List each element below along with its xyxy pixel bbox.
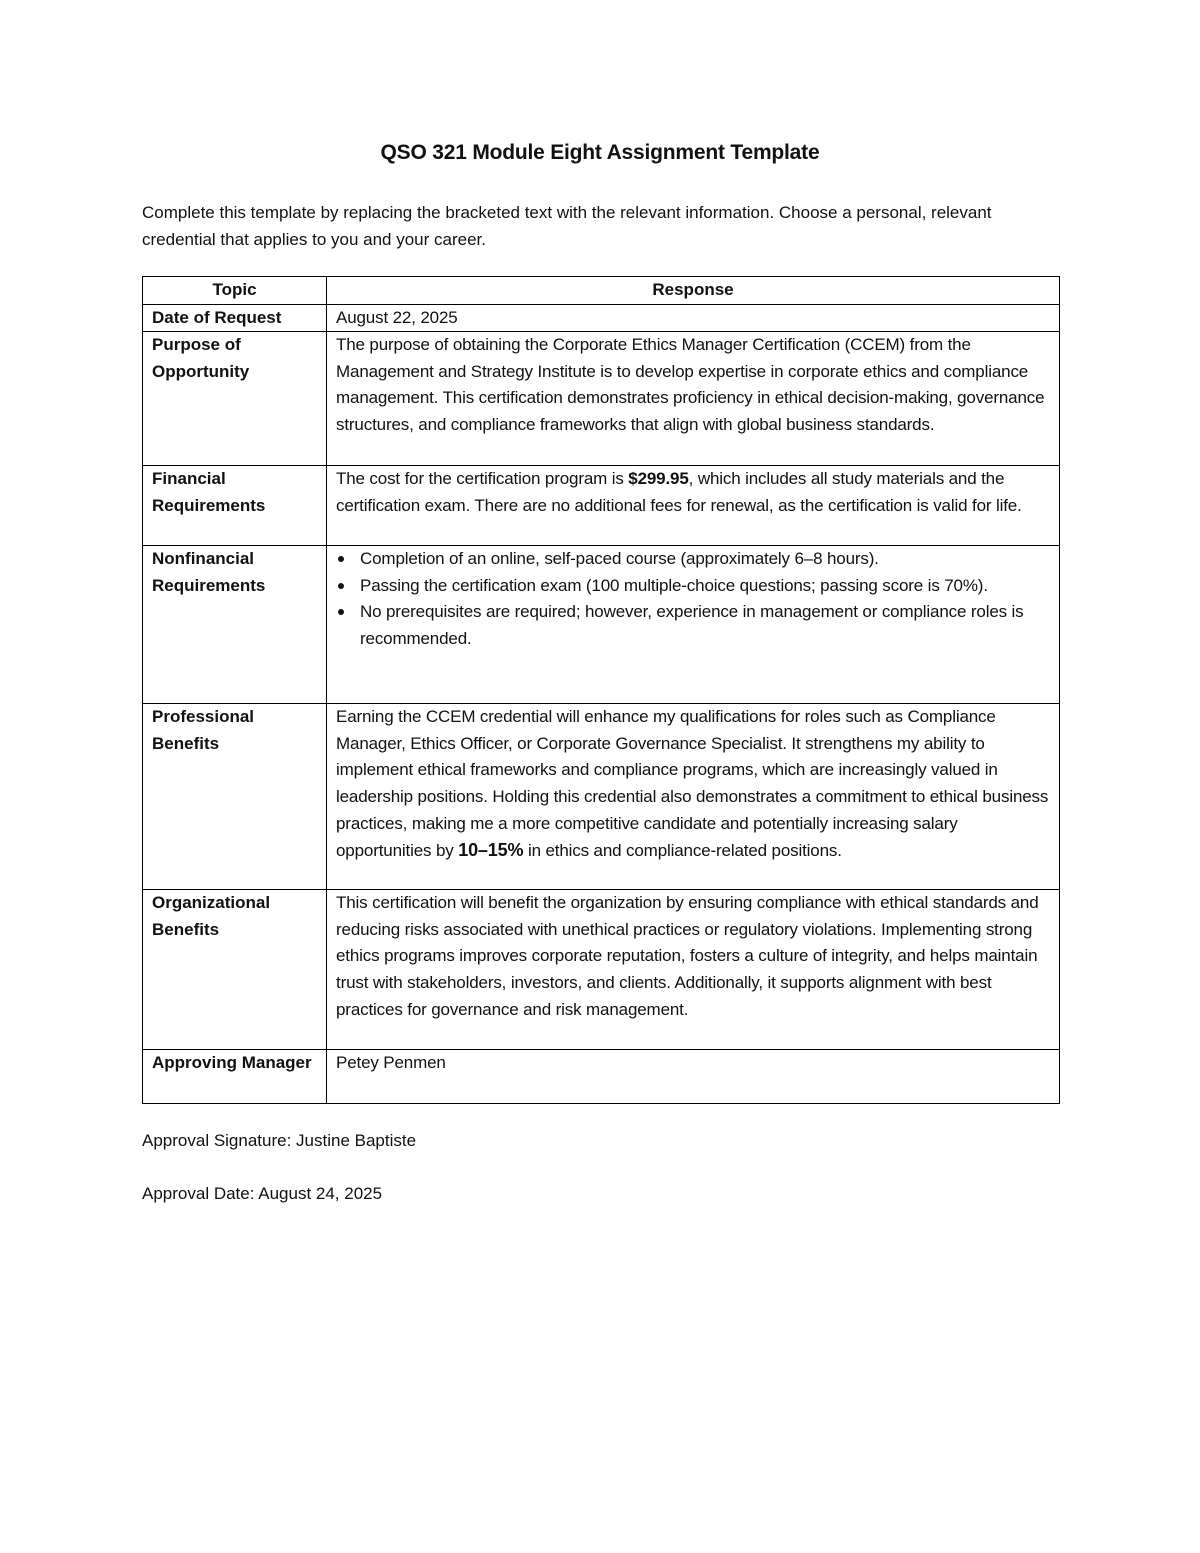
approval-signature: Approval Signature: Justine Baptiste xyxy=(142,1131,417,1150)
response-organizational: This certification will benefit the organization by ensuring compliance with ethical standards and reducing risks associated with unethical practices or regulatory violations. Implementing strong ethics programs improves corporate reputation, fosters a culture of integrity, and helps maintain trust with stakeholders, investors, and clients. Additionally, it supports alignment with best practices for governance and risk management. xyxy=(327,890,1060,1050)
header-topic: Topic xyxy=(143,277,327,305)
response-professional-percent: 10–15% xyxy=(458,840,524,861)
list-item-text: No prerequisites are required; however, experience in management or compliance roles is recommended. xyxy=(360,602,1024,648)
response-financial-text: The cost for the certification program is xyxy=(336,469,629,489)
topic-financial: Financial Requirements xyxy=(143,466,327,546)
table-row-purpose xyxy=(143,332,1060,466)
table-header-row xyxy=(143,277,1060,305)
bullet-icon xyxy=(338,609,344,615)
request-table xyxy=(142,276,1060,1104)
table-row-nonfinancial xyxy=(143,546,1060,704)
response-professional-text: Earning the CCEM credential will enhance my qualifications for roles such as Compliance Manager, Ethics Officer, or Corporate Governance Specialist. It strengthens my ability to implement ethical frameworks and compliance programs, which are increasingly valued in leadership positions. Holding this credential also demonstrates a commitment to ethical business practices, making me a more competitive candidate and potentially increasing salary opportunities by xyxy=(336,707,1049,861)
table-row-professional xyxy=(143,704,1060,890)
list-item-text: Passing the certification exam (100 multiple-choice questions; passing score is 70%). xyxy=(360,575,988,595)
table-row-date xyxy=(143,304,1060,332)
instructions-paragraph: Complete this template by replacing the bracketed text with the relevant information. Choose a personal, relevant credential that applies to you and your career. xyxy=(142,203,992,249)
topic-manager: Approving Manager xyxy=(143,1050,327,1104)
response-manager: Petey Penmen xyxy=(327,1050,1060,1104)
response-nonfinancial xyxy=(327,546,1060,704)
list-item xyxy=(360,599,1050,652)
table-row-financial xyxy=(143,466,1060,546)
list-item xyxy=(360,573,1050,600)
topic-professional: Professional Benefits xyxy=(143,704,327,890)
nonfinancial-list xyxy=(336,546,1050,652)
response-financial-cost: $299.95 xyxy=(628,469,689,489)
topic-organizational: Organizational Benefits xyxy=(143,890,327,1050)
topic-date: Date of Request xyxy=(143,304,327,332)
response-financial xyxy=(327,466,1060,546)
topic-nonfinancial: Nonfinancial Requirements xyxy=(143,546,327,704)
response-purpose: The purpose of obtaining the Corporate Ethics Manager Certification (CCEM) from the Management and Strategy Institute is to develop expertise in corporate ethics and compliance management. This certification demonstrates proficiency in ethical decision-making, governance structures, and compliance frameworks that align with global business standards. xyxy=(327,332,1060,466)
approval-date: Approval Date: August 24, 2025 xyxy=(142,1184,383,1203)
response-date: August 22, 2025 xyxy=(327,304,1060,332)
response-professional xyxy=(327,704,1060,890)
response-financial-text-end: , which includes all study materials and the certification exam. There are no additional fees for renewal, as the certification is valid for life. xyxy=(336,469,1022,515)
header-response: Response xyxy=(327,277,1060,305)
list-item-text: Completion of an online, self-paced course (approximately 6–8 hours). xyxy=(360,549,879,569)
bullet-icon xyxy=(338,583,344,589)
list-item xyxy=(360,546,1050,573)
topic-purpose: Purpose of Opportunity xyxy=(143,332,327,466)
table-row-organizational xyxy=(143,890,1060,1050)
bullet-icon xyxy=(338,556,344,562)
table-row-manager xyxy=(143,1050,1060,1104)
response-professional-text-end: in ethics and compliance-related positions. xyxy=(523,841,842,861)
document-title: QSO 321 Module Eight Assignment Template xyxy=(380,141,820,164)
